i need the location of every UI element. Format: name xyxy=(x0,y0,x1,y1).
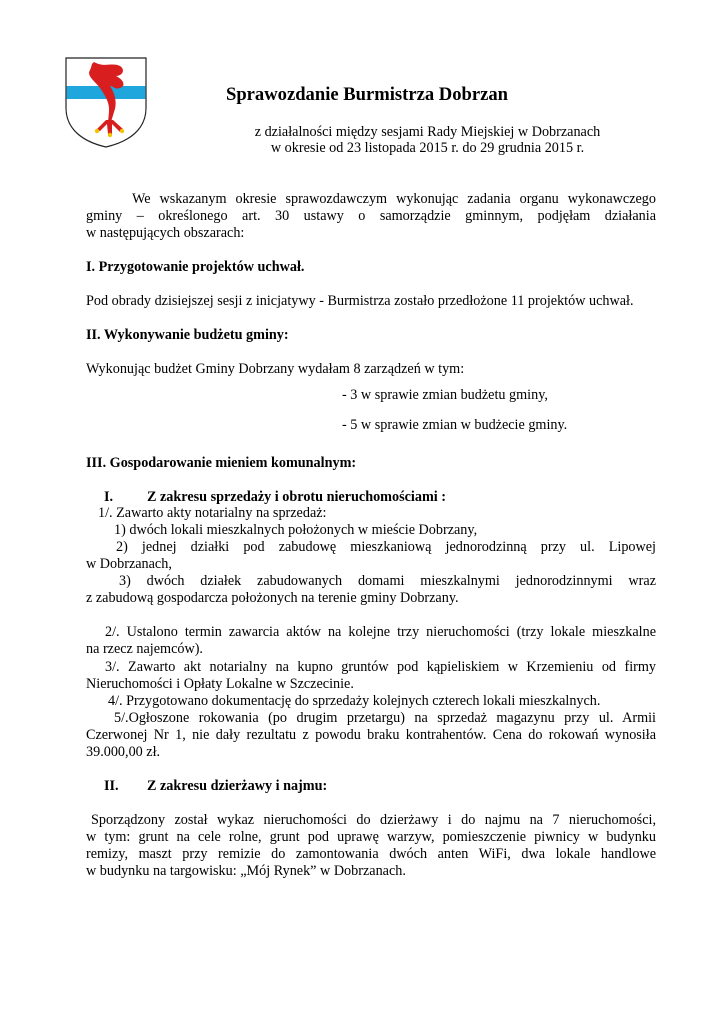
intro-line-2: gminy – określonego art. 30 ustawy o samorządzie gminnym, podjęłam działania xyxy=(86,208,656,224)
item-5-line-2: Czerwonej Nr 1, nie dały rezultatu z powodu braku kontrahentów. Cena do rokowań wynosiła xyxy=(86,727,656,743)
item-2-line-1: 2/. Ustalono termin zawarcia aktów na kolejne trzy nieruchomości (trzy lokale mieszkalne xyxy=(105,624,656,640)
subsection-2-number: II. xyxy=(104,778,119,794)
subtitle-line-2: w okresie od 23 listopada 2015 r. do 29 grudnia 2015 r. xyxy=(270,140,585,156)
section-2-heading: II. Wykonywanie budżetu gminy: xyxy=(86,327,289,343)
section-2-text: Wykonując budżet Gminy Dobrzany wydałam 8 zarządzeń w tym: xyxy=(86,361,465,377)
subsection-1-number: I. xyxy=(104,489,114,505)
item-1-b-line-1: 2) jednej działki pod zabudowę mieszkaniową jednorodzinną przy ul. Lipowej xyxy=(116,539,656,555)
item-2-line-2: na rzecz najemców). xyxy=(86,641,203,657)
item-1-a: 1) dwóch lokali mieszkalnych położonych w mieście Dobrzany, xyxy=(114,522,478,538)
lease-line-4: w budynku na targowisku: „Mój Rynek” w Dobrzanach. xyxy=(86,863,406,879)
item-1: 1/. Zawarto akty notarialny na sprzedaż: xyxy=(98,505,327,521)
section-1-text: Pod obrady dzisiejszej sesji z inicjatywy - Burmistrza zostało przedłożone 11 projektów uchwał. xyxy=(86,293,634,309)
page-title: Sprawozdanie Burmistrza Dobrzan xyxy=(226,84,508,105)
item-1-c-line-2: z zabudową gospodarcza położonych na terenie gminy Dobrzany. xyxy=(86,590,459,606)
subtitle-line-1: z działalności między sesjami Rady Miejskiej w Dobrzanach xyxy=(254,124,601,140)
lease-line-2: w tym: grunt na cele rolne, grunt pod uprawę warzyw, pomieszczenie piwnicy w budynku xyxy=(86,829,656,845)
item-3-line-2: Nieruchomości i Opłaty Lokalne w Szczecinie. xyxy=(86,676,354,692)
subsection-2-title: Z zakresu dzierżawy i najmu: xyxy=(147,778,328,794)
item-5-line-1: 5/.Ogłoszone rokowania (po drugim przetargu) na sprzedaż magazynu przy ul. Armii xyxy=(114,710,656,726)
intro-line-1: We wskazanym okresie sprawozdawczym wykonując zadania organu wykonawczego xyxy=(132,191,656,207)
section-2-item-1: - 3 w sprawie zmian budżetu gminy, xyxy=(342,387,548,403)
lease-line-1: Sporządzony został wykaz nieruchomości do dzierżawy i do najmu na 7 nieruchomości, xyxy=(91,812,656,828)
intro-line-3: w następujących obszarach: xyxy=(86,225,245,241)
item-5-line-3: 39.000,00 zł. xyxy=(86,744,161,760)
item-4: 4/. Przygotowano dokumentację do sprzedaży kolejnych czterech lokali mieszkalnych. xyxy=(108,693,601,709)
item-1-c-line-1: 3) dwóch działek zabudowanych domami mieszkalnymi jednorodzinnymi wraz xyxy=(119,573,656,589)
lease-line-3: remizy, maszt przy remizie do zamontowania dwóch anten WiFi, dwa lokale handlowe xyxy=(86,846,656,862)
section-3-heading: III. Gospodarowanie mieniem komunalnym: xyxy=(86,455,357,471)
item-1-b-line-2: w Dobrzanach, xyxy=(86,556,172,572)
section-1-heading: I. Przygotowanie projektów uchwał. xyxy=(86,259,305,275)
section-2-item-2: - 5 w sprawie zmian w budżecie gminy. xyxy=(342,417,568,433)
item-3-line-1: 3/. Zawarto akt notarialny na kupno gruntów pod kąpieliskiem w Krzemieniu od firmy xyxy=(105,659,656,675)
subsection-1-title: Z zakresu sprzedaży i obrotu nieruchomościami : xyxy=(147,489,446,505)
